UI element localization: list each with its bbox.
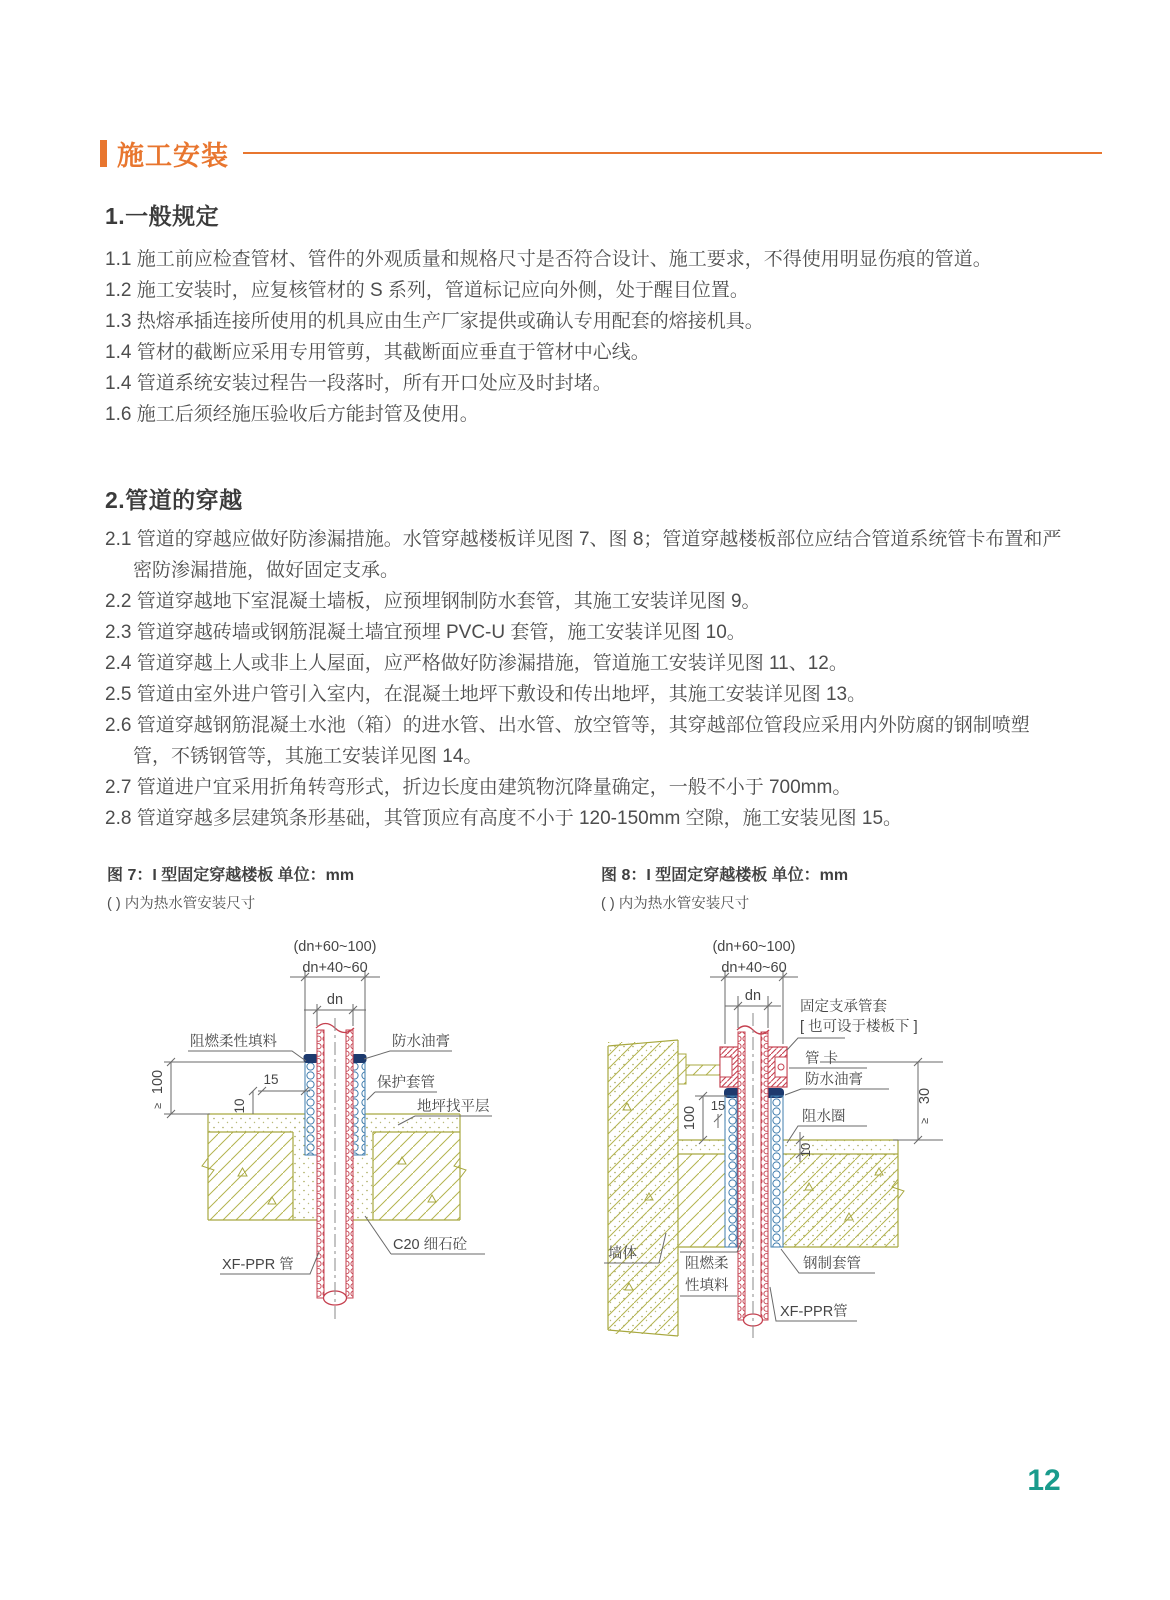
section1-heading: 1.一般规定 — [105, 203, 220, 229]
section-header — [100, 138, 1102, 171]
xf-ppr-pipe — [736, 1013, 770, 1340]
label-screed: 地坪找平层 — [417, 1099, 490, 1115]
label-ring: 阻水圈 — [802, 1109, 846, 1125]
list-item: 1.3 热熔承插连接所使用的机具应由生产厂家提供或确认专用配套的熔接机具。 — [105, 311, 764, 332]
label-filler: 阻燃柔性填料 — [190, 1034, 277, 1050]
support-bracket — [678, 1054, 720, 1084]
label-grease: 防水油膏 — [392, 1034, 450, 1050]
figure8-drawing — [595, 900, 1080, 1445]
wall — [608, 1040, 678, 1336]
dim-10: 10 — [798, 1142, 813, 1158]
list-item: 2.8 管道穿越多层建筑条形基础，其管顶应有高度不小于 120-150mm 空隙，施工安装见图 15。 — [105, 808, 903, 829]
xf-ppr-pipe — [315, 1018, 356, 1320]
label-support-line1: 固定支承管套 — [800, 999, 887, 1015]
list-item: 2.6 管道穿越钢筋混凝土水池（箱）的进水管、出水管、放空管等，其穿越部位管段应采用内外防腐的钢制喷塑管，不锈钢管等，其施工安装详见图 14。 — [105, 715, 1030, 767]
dim-mid: dn+40~60 — [302, 960, 368, 976]
figure8-note: ( ) 内为热水管安装尺寸 — [601, 896, 750, 912]
label-steel-sleeve: 钢制套管 — [803, 1256, 861, 1272]
page-title: 施工安装 — [117, 140, 229, 171]
label-pipe: XF-PPR 管 — [222, 1257, 294, 1273]
label-clamp: 管 卡 — [805, 1051, 839, 1067]
list-item: 2.2 管道穿越地下室混凝土墙板，应预埋钢制防水套管，其施工安装详见图 9。 — [105, 591, 761, 612]
dim-100: 100 — [682, 1105, 698, 1131]
section2-items — [105, 524, 1067, 834]
list-item: 2.1 管道的穿越应做好防渗漏措施。水管穿越楼板详见图 7、图 8；管道穿越楼板部位应结合管道系统管卡布置和严密防渗漏措施，做好固定支承。 — [105, 529, 1062, 581]
page-number: 12 — [1027, 1464, 1061, 1497]
list-item: 2.7 管道进户宜采用折角转弯形式，折边长度由建筑物沉降量确定，一般不小于 700mm。 — [105, 777, 852, 798]
dim-dn: dn — [326, 992, 344, 1008]
list-item: 1.6 施工后须经施压验收后方能封管及使用。 — [105, 404, 479, 425]
list-item: 1.1 施工前应检查管材、管件的外观质量和规格尺寸是否符合设计、施工要求，不得使用明显伤痕的管道。 — [105, 249, 992, 270]
section2-heading: 2.管道的穿越 — [105, 487, 243, 513]
label-sleeve: 保护套管 — [377, 1075, 435, 1091]
grease-cap — [304, 1054, 319, 1063]
label-support-line2: [ 也可设于楼板下 ] — [800, 1019, 918, 1035]
label-wall: 墙体 — [608, 1246, 637, 1262]
dim-15: 15 — [710, 1098, 726, 1113]
figure7-caption: 图 7：I 型固定穿越楼板 单位：mm — [107, 867, 355, 884]
figure7-note: ( ) 内为热水管安装尺寸 — [107, 896, 256, 912]
list-item: 2.5 管道由室外进户管引入室内，在混凝土地坪下敷设和传出地坪，其施工安装详见图 13。 — [105, 684, 867, 705]
label-grease: 防水油膏 — [805, 1072, 863, 1088]
geq-mark: ≥ — [152, 1102, 164, 1110]
list-item: 1.2 施工安装时，应复核管材的 S 系列，管道标记应向外侧，处于醒目位置。 — [105, 280, 749, 301]
list-item: 1.4 管材的截断应采用专用管剪，其截断面应垂直于管材中心线。 — [105, 342, 650, 363]
dim-15: 15 — [263, 1072, 279, 1087]
dim-dn: dn — [744, 988, 762, 1004]
dim-100: 100 — [150, 1069, 166, 1095]
geq-mark: ≥ — [919, 1117, 931, 1125]
dim-10: 10 — [232, 1098, 247, 1114]
section1-items — [105, 244, 1067, 430]
dim-outer: (dn+60~100) — [712, 939, 796, 955]
header-rule — [243, 152, 1102, 154]
label-filler-line2: 性填料 — [685, 1278, 729, 1294]
list-item: 2.3 管道穿越砖墙或钢筋混凝土墙宜预埋 PVC-U 套管，施工安装详见图 10。 — [105, 622, 746, 643]
dim-outer: (dn+60~100) — [293, 939, 377, 955]
label-filler-line1: 阻燃柔 — [685, 1256, 729, 1272]
figure7-drawing — [140, 900, 580, 1370]
accent-bar — [100, 140, 107, 167]
label-concrete: C20 细石砼 — [393, 1237, 468, 1253]
list-item: 2.4 管道穿越上人或非上人屋面，应严格做好防渗漏措施，管道施工安装详见图 11、12。 — [105, 653, 848, 674]
figure8-caption: 图 8：I 型固定穿越楼板 单位：mm — [601, 867, 849, 884]
floor-slab — [678, 1140, 904, 1247]
dim-mid: dn+40~60 — [721, 960, 787, 976]
label-pipe: XF-PPR管 — [780, 1304, 848, 1320]
list-item: 1.4 管道系统安装过程告一段落时，所有开口处应及时封堵。 — [105, 373, 612, 394]
dim-30: 30 — [917, 1087, 933, 1105]
